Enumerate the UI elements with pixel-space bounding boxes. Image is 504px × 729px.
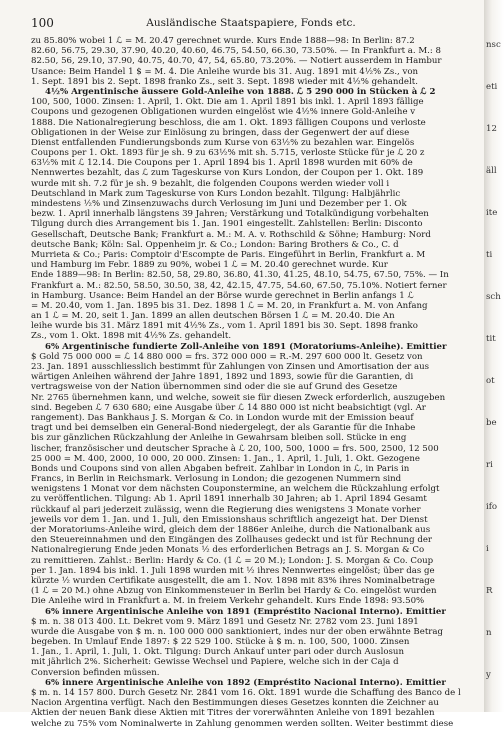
text-line: Nennwertes bezahlt, das ℒ zum Tageskurse von Kurs London, der Coupon per 1. Okt. 189 — [31, 168, 424, 179]
text-line: leihe wurde bis 31. März 1891 mit 4½% Zs., vom 1. April 1891 bis 30. Sept. 1898 franko — [31, 321, 418, 332]
section-heading-line: 6% innere Argentinische Anleihe von 1892 (Empréstito Nacional Interno). Emittier — [45, 677, 446, 688]
gutter-fragment: i — [486, 544, 489, 554]
text-line: mit jährlich 2%. Sicherheit: Gewisse Wechsel und Papiere, welche sich in der Caja d — [31, 657, 399, 668]
text-line: welche zu 75% vom Nominalwerte in Zahlung genommen werden sollten. Weiter bestimmt diese — [31, 718, 454, 729]
text-line: begeben. In Umlauf Ende 1897: $ 22 529 100. Stücke à $ m. n. 100, 500, 1000. Zinsen — [31, 637, 410, 648]
text-line: Zs., vom 1. Okt. 1898 mit 4½% Zs. gehandelt. — [31, 331, 232, 342]
text-line: rückkauf al pari jederzeit zulässig, wenn die Regierung dies wenigstens 3 Monate vorher — [31, 504, 421, 515]
text-line: tragt und bei demselben ein General-Bond niedergelegt, der als Garantie für die Inhabe — [31, 423, 416, 434]
text-line: per 1. Jan. 1894 bis inkl. 1. Juli 1898 wurden mit ½ ihres Nennwertes eingelöst; über das ge — [31, 565, 435, 576]
adjacent-page-edge — [484, 0, 504, 712]
text-line: Deutschland in Mark zum Tageskurse von Kurs London bezahlt. Tilgung: Halbjährlic — [31, 188, 401, 199]
text-line: 25 000 = M. 400, 2000, 10 000, 20 000. Zinsen: 1. Jan., 1. April, 1. Juli, 1. Okt. Gezogene — [31, 453, 420, 464]
text-line: 1. Sept. 1891 bis 2. Sept. 1898 franko Zs., seit 3. Sept. 1898 wieder mit 4½% gehandelt. — [31, 76, 418, 87]
text-line: $ m. n. 38 013 400. Lt. Dekret vom 9. März 1891 und Gesetz Nr. 2782 vom 23. Juni 1891 — [31, 616, 419, 627]
text-line: zu veröffentlichen. Tilgung: Ab 1. April 1891 innerhalb 30 Jahren; ab 1. April 1894 Gesamt — [31, 494, 427, 505]
section-heading-line: 4½% Argentinische äussere Gold-Anleihe von 1888. ℒ 5 290 000 in Stücken à ℒ 2 — [45, 86, 436, 97]
text-line: 82.60, 56.75, 29.30, 37.90, 40.20, 40.60, 46.75, 54.50, 66.30, 73.50%. — In Frankfurt a. M.: 8 — [31, 46, 441, 57]
text-line: Murrieta & Co.; Paris: Comptoir d'Escompte de Paris. Eingeführt in Berlin, Frankfurt a. M — [31, 249, 426, 260]
text-line: Conversion befinden müssen. — [31, 667, 160, 678]
gutter-fragment: ite — [486, 208, 498, 218]
text-line: an 1 ℒ = M. 20, seit 1. Jan. 1899 an allen deutschen Börsen 1 ℒ = M. 20.40. Die An — [31, 311, 395, 322]
gutter-fragment: y — [486, 670, 491, 680]
gutter-fragment: ifo — [486, 502, 498, 512]
section-heading-line: 6% Argentinische fundierte Zoll-Anleihe von 1891 (Moratoriums-Anleihe). Emittier — [45, 341, 447, 352]
gutter-fragment: tit — [486, 334, 496, 344]
text-line: $ m. n. 14 157 800. Durch Gesetz Nr. 2841 vom 16. Okt. 1891 wurde die Schaffung des Banco de l — [31, 688, 461, 698]
text-line: Usance: Beim Handel 1 $ = M. 4. Die Anleihe wurde bis 31. Aug. 1891 mit 4½% Zs., von — [31, 66, 419, 77]
text-line: zu remittieren. Zahlst.: Berlin: Hardy & Co. (1 ℒ = 20 M.); London: J. S. Morgan & Co. Coup — [31, 555, 434, 566]
text-line: Nacion Argentina verfügt. Nach den Bestimmungen dieses Gesetzes konnten die Zeichner au — [31, 698, 439, 709]
text-line: wurde die Ausgabe von $ m. n. 100 000 000 sanktioniert, indes nur der oben erwähnte Betrag — [31, 626, 444, 637]
text-line: bezw. 1. April innerhalb längstens 39 Jahren; Verstärkung und Totalkündigung vorbehalten — [31, 209, 429, 220]
text-line: $ Gold 75 000 000 = ℒ 14 880 000 = frs. 372 000 000 = R.-M. 297 600 000 lt. Gesetz von — [31, 351, 423, 362]
text-line: bis zur gänzlichen Rückzahlung der Anleihe in Gewahrsam bleiben soll. Stücke in eng — [31, 433, 407, 444]
text-line: lischer, französischer und deutscher Sprache à ℒ 20, 100, 500, 1000 = frs. 500, 2500, 12 500 — [31, 443, 439, 454]
text-line: den Steuereinnahmen und den Eingängen des Zollhauses gedeckt und ist für Rechnung der — [31, 535, 433, 546]
text-line: Tilgung durch dies Arrangement bis 1. Jan. 1901 eingestellt. Zahlstellen: Berlin: Disconto — [31, 219, 423, 230]
gutter-fragment: sch — [486, 292, 501, 302]
text-line: deutsche Bank; Köln: Sal. Oppenheim jr. & Co.; London: Baring Brothers & Co., C. d — [31, 239, 399, 250]
text-line: jeweils vor dem 1. Jan. und 1. Juli, den Emissionshaus schriftlich angezeigt hat. Der Dienst — [31, 514, 428, 525]
running-head: Ausländische Staatspapiere, Fonds etc. — [146, 17, 356, 29]
text-line: Gesellschaft, Deutsche Bank; Frankfurt a. M.: M. A. v. Rothschild & Söhne; Hamburg: Nord — [31, 229, 431, 240]
text-line: Aktien der neuen Bank diese Aktien mit Titres der vorerwähnten Anleihe von 1891 bezahlen — [31, 708, 435, 719]
text-line: (1 ℒ = 20 M.) ohne Abzug von Einkommensteuer in Berlin bei Hardy & Co. eingelöst wurden — [31, 586, 437, 597]
text-line: mindestens ½% und Zinsenzuwachs durch Verlosung im Juni und Dezember per 1. Ok — [31, 199, 407, 209]
text-line: Coupons per 1. Okt. 1893 für je sh. 9 zu 63½% mit sh. 5.715, verloste Stücke für je ℒ 20 z — [31, 148, 425, 159]
text-line: und Hamburg im Febr. 1889 zu 90%, wobei 1 ℒ = M. 20.40 gerechnet wurde. Kur — [31, 260, 388, 271]
text-line: Frankfurt a. M.: 82.50, 58.50, 30.50, 38, 42, 42.15, 47.75, 54.60, 67.50, 75.10%. Notiert ferner — [31, 280, 447, 291]
gutter-fragment: R — [486, 586, 493, 596]
text-line: 100, 500, 1000. Zinsen: 1. April, 1. Okt. Die am 1. April 1891 bis inkl. 1. April 1893 fällige — [31, 97, 424, 108]
text-line: 63½% mit ℒ 12.14. Die Coupons per 1. April 1894 bis 1. April 1898 wurden mit 60% de — [31, 158, 413, 169]
text-line: 82.50, 56, 29.10, 37.90, 40.75, 40.70, 47, 54, 65.80, 73.20%. — Notiert ausserdem in Hambur — [31, 56, 442, 67]
text-line: wurde mit sh. 7.2 für je sh. 9 bezahlt, die folgenden Coupons werden wieder voll i — [31, 178, 390, 189]
text-line: sind. Begeben ℒ 7 630 680; eine Ausgabe über ℒ 14 880 000 ist nicht beabsichtigt (vgl. Ar — [31, 402, 426, 413]
page-number: 100 — [31, 16, 54, 30]
section-heading-line: 6% innere Argentinische Anleihe von 1891 (Empréstito Nacional Interno). Emittier — [45, 606, 446, 617]
text-line: Die Anleihe wird in Frankfurt a. M. in freiem Verkehr gehandelt. Kurs Ende 1898: 93.50% — [31, 596, 425, 607]
page-header — [31, 16, 471, 32]
text-line: Nr. 2765 übernehmen kann, und welche, soweit sie für diesen Zweck erforderlich, auszugeben — [31, 392, 446, 403]
text-line: Nationalregierung Ende jeden Monats ½ des erforderlichen Betrags an J. S. Morgan & Co — [31, 545, 425, 556]
text-line: 1. Jan., 1. April, 1. Juli, 1. Okt. Tilgung: Durch Ankauf unter pari oder durch Auslosun — [31, 647, 405, 658]
text-line: zu 85.80% wobei 1 ℒ = M. 20.47 gerechnet wurde. Kurs Ende 1888—98: In Berlin: 87.2 — [31, 36, 415, 46]
text-line: Obligationen in der Weise zur Einlösung zu bringen, dass der Gegenwert der auf diese — [31, 127, 410, 138]
gutter-fragment: 12 — [486, 124, 497, 134]
gutter-fragment: ri — [486, 460, 493, 470]
text-line: kürzte ½ wurden Certifikate ausgestellt, die am 1. Nov. 1898 mit 83% ihres Nominalbetrage — [31, 575, 435, 586]
gutter-fragment: nsc — [486, 40, 501, 50]
text-line: der Moratoriums-Anleihe wird, gleich dem der 1886er Anleihe, durch die Nationalbank aus — [31, 525, 431, 535]
gutter-fragment: n — [486, 628, 492, 638]
text-line: Francs, in Berlin in Reichsmark. Verlosung in London; die gezogenen Nummern sind — [31, 474, 402, 485]
body-text — [31, 36, 484, 729]
gutter-fragment: ot — [486, 376, 495, 386]
text-line: = M. 20.40, vom 1. Jan. 1895 bis 31. Dez. 1898 1 ℒ = M. 20, in Frankfurt a. M. von Anfang — [31, 300, 428, 311]
text-line: in Hamburg. Usance: Beim Handel an der Börse wurde gerechnet in Berlin anfangs 1 ℒ — [31, 290, 414, 301]
text-line: 23. Jan. 1891 ausschliesslich bestimmt für Zahlungen von Zinsen und Amortisation der aus — [31, 362, 430, 372]
gutter-fragment: be — [486, 418, 497, 428]
text-line: wenigstens 1 Monat vor dem nächsten Couponstermine, an welchem die Rückzahlung erfolgt — [31, 484, 440, 495]
text-line: Bonds und Coupons sind von allen Abgaben befreit. Zahlbar in London in ℒ, in Paris in — [31, 463, 410, 474]
gutter-fragment: äll — [486, 166, 497, 176]
gutter-fragment: eti — [486, 82, 498, 92]
text-line: Ende 1889—98: In Berlin: 82.50, 58, 29.80, 36.80, 41.30, 41.25, 48.10, 54.75, 67.50, 75%. — In — [31, 270, 449, 281]
text-line: Dienst entfallenden Fundierungsbonds zum Kurse von 63½% zu bezahlen war. Eingelös — [31, 137, 415, 148]
text-line: 1888. Die Nationalregierung beschloss, die am 1. Okt. 1893 fälligen Coupons und verloste — [31, 117, 426, 128]
gutter-fragment: ti — [486, 250, 493, 260]
text-line: Coupons und gezogenen Obligationen wurden eingelöst wie 4½% innere Gold-Anleihe v — [31, 107, 416, 118]
text-line: wärtigen Anleihen während der Jahre 1891, 1892 und 1893, sowie für die Garantien, di — [31, 372, 414, 383]
text-line: rangement). Das Bankhaus J. S. Morgan & Co. in London wurde mit der Emission beauf — [31, 412, 414, 423]
text-line: vertragsweise von der Nation übernommen sind oder die sie auf Grund des Gesetze — [31, 382, 398, 393]
